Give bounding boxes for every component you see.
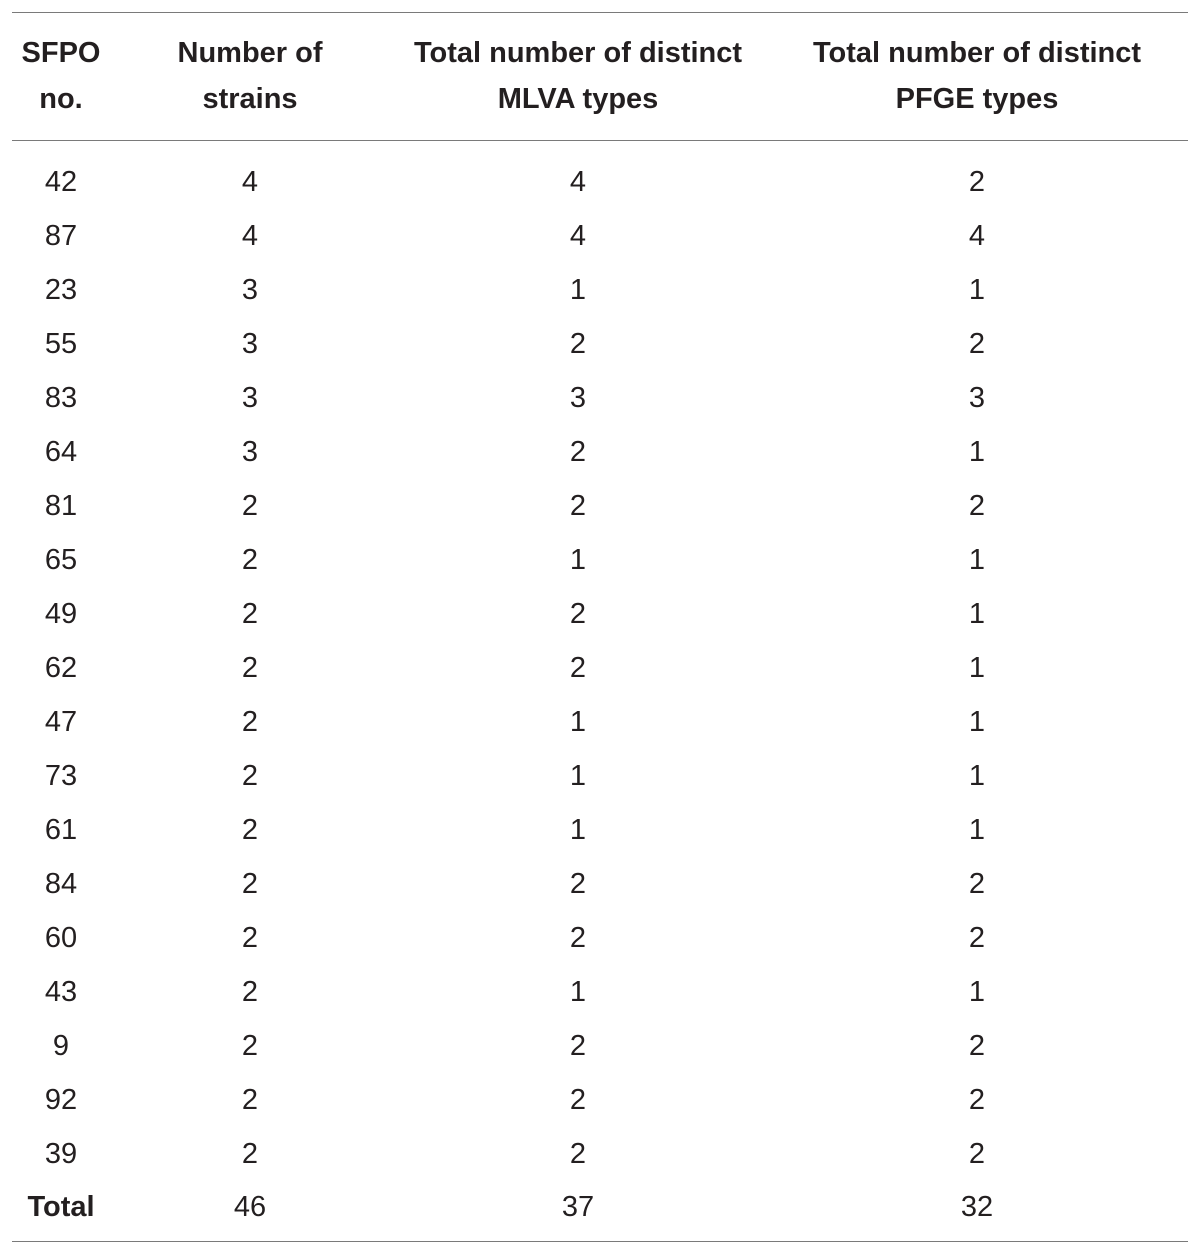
header-distinct-pfge-types: Total number of distinct PFGE types — [812, 37, 1142, 115]
cell-mlva-types: 3 — [569, 381, 587, 414]
table-row — [12, 371, 1188, 425]
cell-sfpo-no: 61 — [44, 813, 78, 846]
cell-number-of-strains: 2 — [241, 759, 259, 792]
cell-pfge-types: 4 — [968, 219, 986, 252]
cell-sfpo-no: 81 — [44, 489, 78, 522]
total-pfge-types: 32 — [960, 1190, 994, 1223]
cell-mlva-types: 2 — [569, 1137, 587, 1170]
cell-number-of-strains: 2 — [241, 921, 259, 954]
cell-mlva-types: 1 — [569, 813, 587, 846]
cell-mlva-types: 2 — [569, 435, 587, 468]
cell-number-of-strains: 2 — [241, 597, 259, 630]
cell-pfge-types: 2 — [968, 1137, 986, 1170]
cell-number-of-strains: 2 — [241, 867, 259, 900]
total-strains: 46 — [233, 1190, 267, 1223]
cell-sfpo-no: 9 — [52, 1029, 70, 1062]
cell-sfpo-no: 42 — [44, 165, 78, 198]
table-row — [12, 1073, 1188, 1127]
cell-sfpo-no: 73 — [44, 759, 78, 792]
cell-sfpo-no: 49 — [44, 597, 78, 630]
cell-number-of-strains: 2 — [241, 1029, 259, 1062]
cell-mlva-types: 2 — [569, 921, 587, 954]
cell-mlva-types: 2 — [569, 1029, 587, 1062]
cell-number-of-strains: 2 — [241, 705, 259, 738]
cell-pfge-types: 2 — [968, 489, 986, 522]
strain-typing-table-container — [12, 12, 1188, 1242]
cell-sfpo-no: 92 — [44, 1083, 78, 1116]
header-number-of-strains: Number of strains — [177, 37, 323, 115]
header-distinct-mlva-types: Total number of distinct MLVA types — [413, 37, 743, 115]
cell-number-of-strains: 4 — [241, 219, 259, 252]
table-row — [12, 695, 1188, 749]
cell-pfge-types: 1 — [968, 597, 986, 630]
table-row — [12, 587, 1188, 641]
cell-mlva-types: 4 — [569, 219, 587, 252]
cell-pfge-types: 2 — [968, 867, 986, 900]
cell-pfge-types: 1 — [968, 975, 986, 1008]
cell-number-of-strains: 3 — [241, 273, 259, 306]
cell-number-of-strains: 2 — [241, 651, 259, 684]
cell-pfge-types: 2 — [968, 921, 986, 954]
cell-mlva-types: 2 — [569, 651, 587, 684]
header-sfpo-no: SFPO no. — [21, 37, 101, 115]
cell-number-of-strains: 2 — [241, 543, 259, 576]
cell-number-of-strains: 4 — [241, 165, 259, 198]
table-row — [12, 911, 1188, 965]
table-row — [12, 749, 1188, 803]
cell-sfpo-no: 55 — [44, 327, 78, 360]
cell-sfpo-no: 23 — [44, 273, 78, 306]
cell-mlva-types: 2 — [569, 327, 587, 360]
table-row — [12, 317, 1188, 371]
cell-sfpo-no: 65 — [44, 543, 78, 576]
cell-mlva-types: 1 — [569, 759, 587, 792]
cell-mlva-types: 1 — [569, 543, 587, 576]
cell-number-of-strains: 3 — [241, 327, 259, 360]
strain-typing-table — [12, 12, 1188, 1242]
cell-sfpo-no: 84 — [44, 867, 78, 900]
cell-pfge-types: 2 — [968, 165, 986, 198]
cell-number-of-strains: 2 — [241, 1083, 259, 1116]
table-row — [12, 857, 1188, 911]
cell-sfpo-no: 60 — [44, 921, 78, 954]
table-row — [12, 1019, 1188, 1073]
table-row — [12, 803, 1188, 857]
cell-sfpo-no: 43 — [44, 975, 78, 1008]
table-row — [12, 141, 1188, 210]
table-row — [12, 425, 1188, 479]
cell-sfpo-no: 64 — [44, 435, 78, 468]
table-row — [12, 209, 1188, 263]
cell-sfpo-no: 83 — [44, 381, 78, 414]
cell-mlva-types: 2 — [569, 597, 587, 630]
header-row — [12, 13, 1188, 141]
cell-mlva-types: 2 — [569, 867, 587, 900]
table-row — [12, 965, 1188, 1019]
cell-mlva-types: 2 — [569, 489, 587, 522]
cell-sfpo-no: 39 — [44, 1137, 78, 1170]
table-header — [12, 13, 1188, 141]
cell-number-of-strains: 2 — [241, 489, 259, 522]
cell-pfge-types: 1 — [968, 813, 986, 846]
cell-mlva-types: 1 — [569, 273, 587, 306]
cell-pfge-types: 1 — [968, 651, 986, 684]
total-label: Total — [27, 1190, 95, 1223]
table-row — [12, 263, 1188, 317]
table-row — [12, 479, 1188, 533]
cell-number-of-strains: 2 — [241, 975, 259, 1008]
total-mlva-types: 37 — [561, 1190, 595, 1223]
cell-pfge-types: 1 — [968, 543, 986, 576]
cell-sfpo-no: 47 — [44, 705, 78, 738]
cell-pfge-types: 2 — [968, 1083, 986, 1116]
cell-number-of-strains: 3 — [241, 381, 259, 414]
cell-mlva-types: 2 — [569, 1083, 587, 1116]
cell-number-of-strains: 2 — [241, 1137, 259, 1170]
cell-mlva-types: 1 — [569, 705, 587, 738]
cell-mlva-types: 4 — [569, 165, 587, 198]
cell-pfge-types: 1 — [968, 705, 986, 738]
cell-mlva-types: 1 — [569, 975, 587, 1008]
cell-pfge-types: 1 — [968, 435, 986, 468]
total-row — [12, 1181, 1188, 1242]
cell-sfpo-no: 87 — [44, 219, 78, 252]
cell-pfge-types: 2 — [968, 1029, 986, 1062]
cell-pfge-types: 1 — [968, 273, 986, 306]
cell-number-of-strains: 2 — [241, 813, 259, 846]
cell-pfge-types: 3 — [968, 381, 986, 414]
cell-sfpo-no: 62 — [44, 651, 78, 684]
table-body — [12, 141, 1188, 1242]
table-row — [12, 533, 1188, 587]
cell-number-of-strains: 3 — [241, 435, 259, 468]
table-row — [12, 1127, 1188, 1181]
table-row — [12, 641, 1188, 695]
cell-pfge-types: 2 — [968, 327, 986, 360]
cell-pfge-types: 1 — [968, 759, 986, 792]
